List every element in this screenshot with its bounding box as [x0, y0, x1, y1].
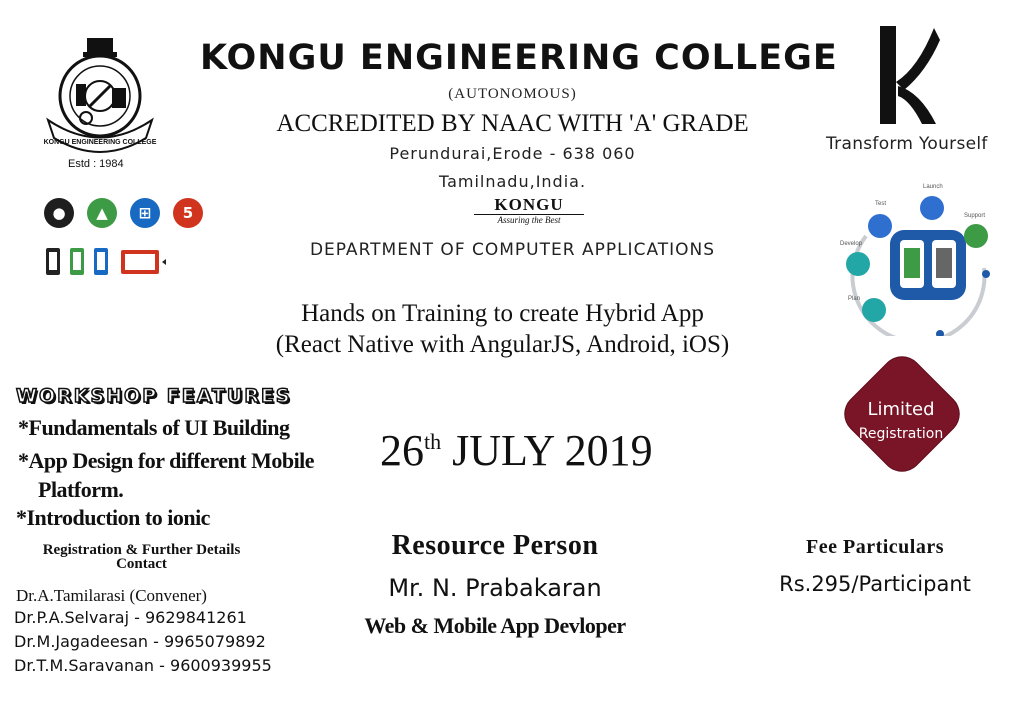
feature-item: *Introduction to ionic [16, 505, 210, 530]
transform-tagline: Transform Yourself [826, 134, 988, 154]
diagram-label-plan: Plan [848, 296, 861, 302]
apple-icon: ● [44, 198, 74, 228]
department-name: DEPARTMENT OF COMPUTER APPLICATIONS [309, 240, 716, 260]
contact-item: Dr.T.M.Saravanan - 9600939955 [14, 656, 272, 675]
resource-person-heading: Resource Person [391, 530, 599, 561]
registration-heading-line-2: Contact [116, 556, 167, 572]
address-line-2: Tamilnadu,India. [438, 172, 587, 191]
badge-line-1: Limited [867, 399, 935, 420]
devices-icon [44, 246, 169, 278]
app-lifecycle-diagram [836, 186, 998, 336]
event-day-suffix: th [424, 429, 442, 454]
diagram-label-launch: Launch [923, 184, 943, 190]
event-day: 26 [380, 426, 424, 475]
college-name: KONGU ENGINEERING COLLEGE [200, 38, 838, 78]
html5-icon: 5 [173, 198, 203, 228]
college-seal-icon [40, 30, 160, 160]
contact-item: Dr.A.Tamilarasi (Convener) [16, 586, 207, 605]
registration-heading [14, 543, 269, 571]
diagram-label-support: Support [964, 213, 986, 219]
event-date [380, 425, 653, 476]
platform-icons [44, 198, 203, 228]
address-line-1: Perundurai,Erode - 638 060 [389, 144, 636, 163]
training-title-line-1: Hands on Training to create Hybrid App [301, 300, 704, 327]
autonomous-label: (AUTONOMOUS) [448, 86, 577, 102]
svg-text:KONGU ENGINEERING COLLEGE: KONGU ENGINEERING COLLEGE [43, 139, 157, 146]
feature-item: *Fundamentals of UI Building [18, 415, 290, 440]
established-year: Estd : 1984 [68, 158, 124, 170]
windows-icon: ⊞ [130, 198, 160, 228]
badge-line-2: Registration [858, 426, 944, 442]
feature-item: *App Design for different Mobile [18, 448, 315, 473]
android-icon: ▲ [87, 198, 117, 228]
resource-person-name: Mr. N. Prabakaran [388, 574, 602, 602]
contact-item: Dr.P.A.Selvaraj - 9629841261 [14, 608, 247, 627]
kongu-wordmark [474, 196, 584, 225]
contact-item: Dr.M.Jagadeesan - 9965079892 [14, 632, 266, 651]
resource-person-role: Web & Mobile App Devloper [364, 613, 626, 638]
kongu-wordmark-text: KONGU [474, 196, 584, 215]
fee-value: Rs.295/Participant [779, 572, 971, 596]
k-brand-logo-icon [866, 20, 946, 132]
diagram-label-develop: Develop [840, 241, 863, 247]
feature-item: Platform. [38, 477, 124, 502]
registration-heading-line-1: Registration & Further Details [42, 542, 241, 558]
event-month-year: JULY 2019 [452, 426, 653, 475]
workshop-features-heading: WORKSHOP FEATURES [16, 385, 292, 407]
diagram-label-test: Test [875, 201, 887, 207]
accreditation-text: ACCREDITED BY NAAC WITH 'A' GRADE [276, 110, 749, 137]
training-title-line-2: (React Native with AngularJS, Android, iOS) [275, 331, 730, 358]
kongu-tagline: Assuring the Best [497, 215, 561, 225]
fee-heading: Fee Particulars [806, 536, 944, 558]
